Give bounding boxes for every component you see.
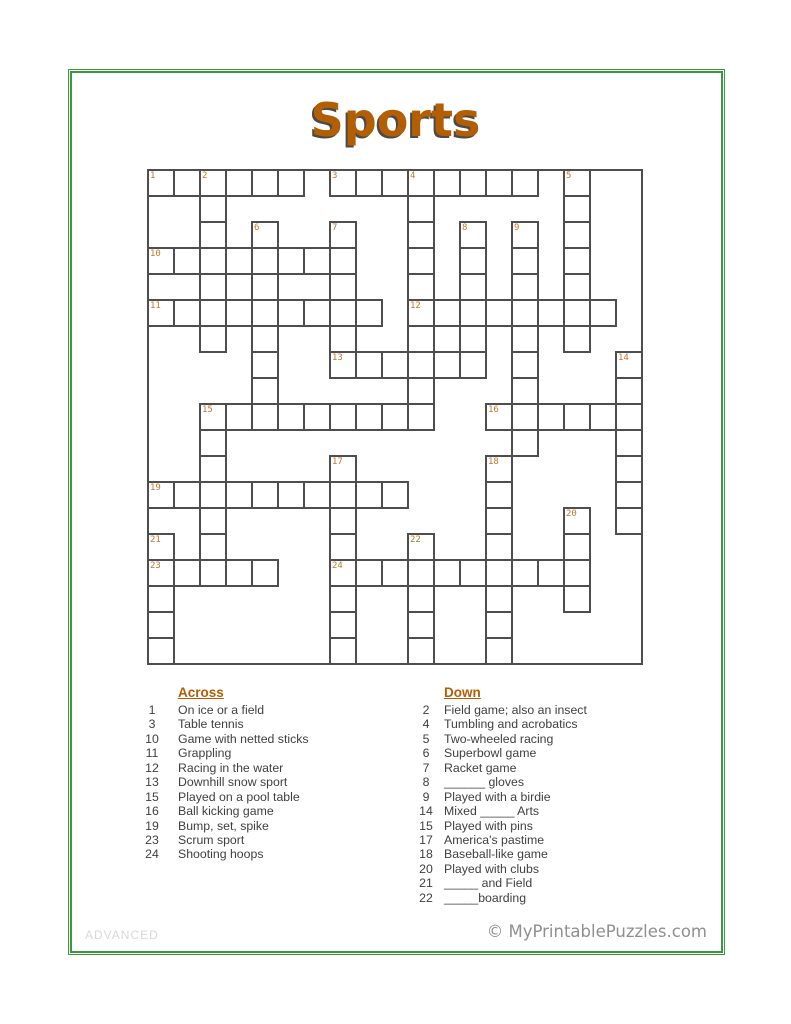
clue-item-text: Tumbling and acrobatics — [444, 717, 578, 732]
clue-item-text: Game with netted sticks — [178, 731, 309, 746]
grid-clue-number: 22 — [410, 535, 421, 545]
grid-cell — [511, 429, 539, 457]
grid-cell — [537, 299, 565, 327]
clue-item-number: 5 — [422, 731, 430, 746]
grid-cell — [173, 481, 201, 509]
grid-cell — [329, 403, 357, 431]
grid-cell — [563, 403, 591, 431]
clue-item-number: 14 — [419, 804, 433, 819]
clue-item-text: _____ and Field — [444, 876, 533, 891]
grid-cell — [251, 351, 279, 379]
grid-cell — [511, 559, 539, 587]
clue-item — [139, 790, 409, 804]
grid-cell — [225, 481, 253, 509]
clue-item-number: 21 — [419, 876, 433, 891]
grid-cell — [563, 585, 591, 613]
grid-cell — [381, 351, 409, 379]
clue-item-number: 8 — [422, 775, 430, 790]
clue-item — [413, 746, 703, 760]
grid-cell — [407, 273, 435, 301]
clue-item-number: 7 — [422, 760, 430, 775]
down-list — [413, 703, 703, 905]
clue-item — [139, 761, 409, 775]
down-heading: Down — [444, 685, 481, 700]
grid-cell — [251, 559, 279, 587]
puzzle-title: Sports — [310, 93, 481, 147]
grid-cell — [199, 455, 227, 483]
grid-cell — [459, 325, 487, 353]
clue-item — [413, 703, 703, 717]
grid-cell — [199, 533, 227, 561]
grid-cell — [173, 169, 201, 197]
clue-item — [139, 717, 409, 731]
clue-item — [139, 804, 409, 818]
grid-cell — [485, 507, 513, 535]
grid-clue-number: 23 — [150, 561, 161, 571]
grid-cell — [563, 533, 591, 561]
clue-item-text: Ball kicking game — [178, 804, 274, 819]
grid-cell — [225, 299, 253, 327]
grid-cell — [459, 559, 487, 587]
grid-cell — [199, 559, 227, 587]
grid-cell — [537, 403, 565, 431]
grid-cell — [563, 299, 591, 327]
grid-cell — [329, 637, 357, 665]
grid-cell — [303, 481, 331, 509]
grid-cell — [589, 403, 617, 431]
grid-cell — [277, 481, 305, 509]
grid-cell — [563, 195, 591, 223]
grid-cell — [147, 637, 175, 665]
grid-cell — [251, 169, 279, 197]
clue-item — [413, 790, 703, 804]
grid-cell — [485, 533, 513, 561]
grid-cell — [199, 221, 227, 249]
grid-cell — [615, 403, 643, 431]
clue-item-number: 10 — [145, 731, 159, 746]
grid-clue-number: 6 — [254, 223, 260, 233]
grid-clue-number: 10 — [150, 249, 161, 259]
grid-cell — [407, 221, 435, 249]
grid-cell — [485, 611, 513, 639]
grid-cell — [277, 299, 305, 327]
grid-cell — [173, 299, 201, 327]
grid-cell — [563, 559, 591, 587]
grid-clue-number: 8 — [462, 223, 468, 233]
clue-item-text: Baseball-like game — [444, 847, 548, 862]
grid-cell — [459, 247, 487, 275]
clue-item-number: 6 — [422, 746, 430, 761]
clue-item-number: 11 — [145, 746, 159, 761]
grid-cell — [251, 481, 279, 509]
grid-cell — [407, 559, 435, 587]
grid-cell — [511, 325, 539, 353]
grid-cell — [225, 247, 253, 275]
grid-cell — [355, 351, 383, 379]
grid-cell — [251, 299, 279, 327]
grid-cell — [329, 533, 357, 561]
grid-clue-number: 18 — [488, 457, 499, 467]
clue-item — [413, 804, 703, 818]
grid-cell — [225, 559, 253, 587]
grid-cell — [459, 299, 487, 327]
grid-cell — [173, 559, 201, 587]
grid-cell — [485, 169, 513, 197]
grid-cell — [277, 169, 305, 197]
grid-cell — [407, 611, 435, 639]
clue-item-number: 16 — [145, 804, 159, 819]
grid-cell — [485, 559, 513, 587]
grid-cell — [485, 637, 513, 665]
clue-item — [139, 775, 409, 789]
grid-cell — [381, 559, 409, 587]
clue-item-text: Played with a birdie — [444, 789, 551, 804]
grid-clue-number: 14 — [618, 353, 629, 363]
grid-cell — [563, 247, 591, 275]
clue-item — [413, 847, 703, 861]
grid-cell — [329, 507, 357, 535]
clue-item-number: 17 — [419, 832, 433, 847]
clue-item-number: 19 — [145, 818, 159, 833]
clue-item-text: ______ gloves — [444, 775, 524, 790]
grid-cell — [563, 221, 591, 249]
clue-item-text: On ice or a field — [178, 703, 265, 717]
clue-item-number: 9 — [422, 789, 430, 804]
clue-item-number: 1 — [148, 703, 156, 717]
clue-item — [413, 732, 703, 746]
grid-cell — [407, 585, 435, 613]
across-heading: Across — [178, 685, 224, 700]
clue-item-text: Played on a pool table — [178, 789, 300, 804]
grid-cell — [355, 481, 383, 509]
across-list — [139, 703, 409, 862]
grid-cell — [615, 455, 643, 483]
clue-item-text: Field game; also an insect — [444, 703, 587, 717]
grid-cell — [511, 273, 539, 301]
clue-item — [413, 819, 703, 833]
grid-cell — [199, 481, 227, 509]
clue-item-number: 3 — [148, 717, 156, 732]
clue-item — [139, 833, 409, 847]
clue-item-text: Played with clubs — [444, 861, 540, 876]
clue-item-text: Downhill snow sport — [178, 775, 288, 790]
grid-cell — [511, 247, 539, 275]
grid-cell — [563, 325, 591, 353]
grid-cell — [485, 481, 513, 509]
crossword-grid — [147, 169, 643, 665]
clue-item-text: Played with pins — [444, 818, 533, 833]
grid-cell — [459, 273, 487, 301]
grid-cell — [511, 351, 539, 379]
grid-cell — [615, 429, 643, 457]
difficulty-label: ADVANCED — [85, 928, 159, 942]
clue-item — [413, 862, 703, 876]
grid-cell — [199, 507, 227, 535]
grid-cell — [407, 247, 435, 275]
grid-cell — [225, 403, 253, 431]
grid-cell — [329, 273, 357, 301]
grid-clue-number: 21 — [150, 535, 161, 545]
clue-item-number: 15 — [145, 789, 159, 804]
grid-cell — [251, 377, 279, 405]
grid-cell — [381, 403, 409, 431]
down-section — [413, 685, 703, 905]
grid-cell — [615, 507, 643, 535]
grid-cell — [433, 299, 461, 327]
grid-cell — [381, 169, 409, 197]
clue-item — [413, 775, 703, 789]
grid-clue-number: 9 — [514, 223, 520, 233]
grid-clue-number: 20 — [566, 509, 577, 519]
grid-clue-number: 2 — [202, 171, 208, 181]
copyright-text: © MyPrintablePuzzles.com — [486, 922, 707, 941]
clue-item-number: 12 — [145, 760, 159, 775]
grid-cell — [329, 585, 357, 613]
clue-item-text: Grappling — [178, 746, 232, 761]
grid-cell — [407, 403, 435, 431]
grid-cell — [329, 481, 357, 509]
grid-cell — [407, 325, 435, 353]
grid-cell — [433, 169, 461, 197]
grid-cell — [277, 247, 305, 275]
grid-cell — [511, 403, 539, 431]
clue-item-number: 13 — [145, 775, 159, 790]
clue-item-text: America's pastime — [444, 832, 545, 847]
grid-clue-number: 5 — [566, 171, 572, 181]
grid-clue-number: 1 — [150, 171, 156, 181]
clue-item — [139, 819, 409, 833]
clue-item — [139, 847, 409, 861]
clue-item — [139, 746, 409, 760]
grid-cell — [199, 273, 227, 301]
grid-cell — [563, 273, 591, 301]
clue-item-text: Two-wheeled racing — [444, 731, 554, 746]
grid-cell — [485, 585, 513, 613]
clue-item-number: 23 — [145, 832, 159, 847]
clue-item — [413, 717, 703, 731]
grid-cell — [251, 403, 279, 431]
clue-item-number: 4 — [422, 717, 430, 732]
grid-cell — [329, 611, 357, 639]
clue-item-text: _____boarding — [444, 890, 527, 905]
grid-cell — [355, 169, 383, 197]
clue-item — [413, 876, 703, 890]
clue-item-number: 2 — [422, 703, 430, 717]
clue-item-text: Shooting hoops — [178, 847, 264, 862]
grid-cell — [225, 169, 253, 197]
clue-item-text: Scrum sport — [178, 832, 245, 847]
grid-clue-number: 19 — [150, 483, 161, 493]
grid-cell — [147, 585, 175, 613]
grid-cell — [277, 403, 305, 431]
grid-cell — [329, 247, 357, 275]
grid-clue-number: 12 — [410, 301, 421, 311]
grid-cell — [485, 299, 513, 327]
grid-cell — [407, 377, 435, 405]
grid-cell — [303, 299, 331, 327]
grid-cell — [407, 637, 435, 665]
grid-cell — [199, 195, 227, 223]
grid-cell — [511, 299, 539, 327]
grid-cell — [433, 559, 461, 587]
grid-clue-number: 4 — [410, 171, 416, 181]
grid-cell — [199, 299, 227, 327]
clue-item — [139, 732, 409, 746]
grid-cell — [199, 429, 227, 457]
grid-clue-number: 15 — [202, 405, 213, 415]
grid-cell — [355, 559, 383, 587]
grid-cell — [199, 325, 227, 353]
grid-cell — [355, 299, 383, 327]
clue-item-text: Table tennis — [178, 717, 244, 732]
clue-item-number: 18 — [419, 847, 433, 862]
grid-cell — [511, 169, 539, 197]
grid-clue-number: 11 — [150, 301, 161, 311]
clue-item — [139, 703, 409, 717]
grid-cell — [355, 403, 383, 431]
grid-cell — [251, 247, 279, 275]
clue-item-number: 15 — [419, 818, 433, 833]
across-section — [139, 685, 409, 862]
clue-item-number: 20 — [419, 861, 433, 876]
grid-clue-number: 13 — [332, 353, 343, 363]
grid-cell — [329, 299, 357, 327]
grid-clue-number: 16 — [488, 405, 499, 415]
grid-clue-number: 7 — [332, 223, 338, 233]
clue-item — [413, 761, 703, 775]
clue-item — [413, 833, 703, 847]
clue-item-text: Bump, set, spike — [178, 818, 269, 833]
clue-item-text: Racket game — [444, 760, 517, 775]
grid-cell — [537, 559, 565, 587]
grid-cell — [433, 351, 461, 379]
grid-cell — [251, 273, 279, 301]
grid-cell — [329, 325, 357, 353]
grid-cell — [407, 195, 435, 223]
grid-cell — [147, 611, 175, 639]
grid-cell — [199, 247, 227, 275]
grid-cell — [173, 247, 201, 275]
grid-cell — [511, 377, 539, 405]
grid-clue-number: 3 — [332, 171, 338, 181]
grid-cell — [459, 169, 487, 197]
clue-item-number: 22 — [419, 890, 433, 905]
grid-clue-number: 24 — [332, 561, 343, 571]
grid-cell — [381, 481, 409, 509]
grid-cell — [251, 325, 279, 353]
grid-cell — [589, 299, 617, 327]
grid-cell — [407, 351, 435, 379]
grid-cell — [459, 351, 487, 379]
grid-clue-number: 17 — [332, 457, 343, 467]
grid-cell — [615, 481, 643, 509]
clue-item — [413, 891, 703, 905]
clue-item-number: 24 — [145, 847, 159, 862]
grid-cell — [615, 377, 643, 405]
clue-item-text: Mixed _____ Arts — [444, 804, 540, 819]
grid-cell — [303, 403, 331, 431]
grid-cell — [303, 247, 331, 275]
clue-item-text: Racing in the water — [178, 760, 284, 775]
clue-item-text: Superbowl game — [444, 746, 537, 761]
